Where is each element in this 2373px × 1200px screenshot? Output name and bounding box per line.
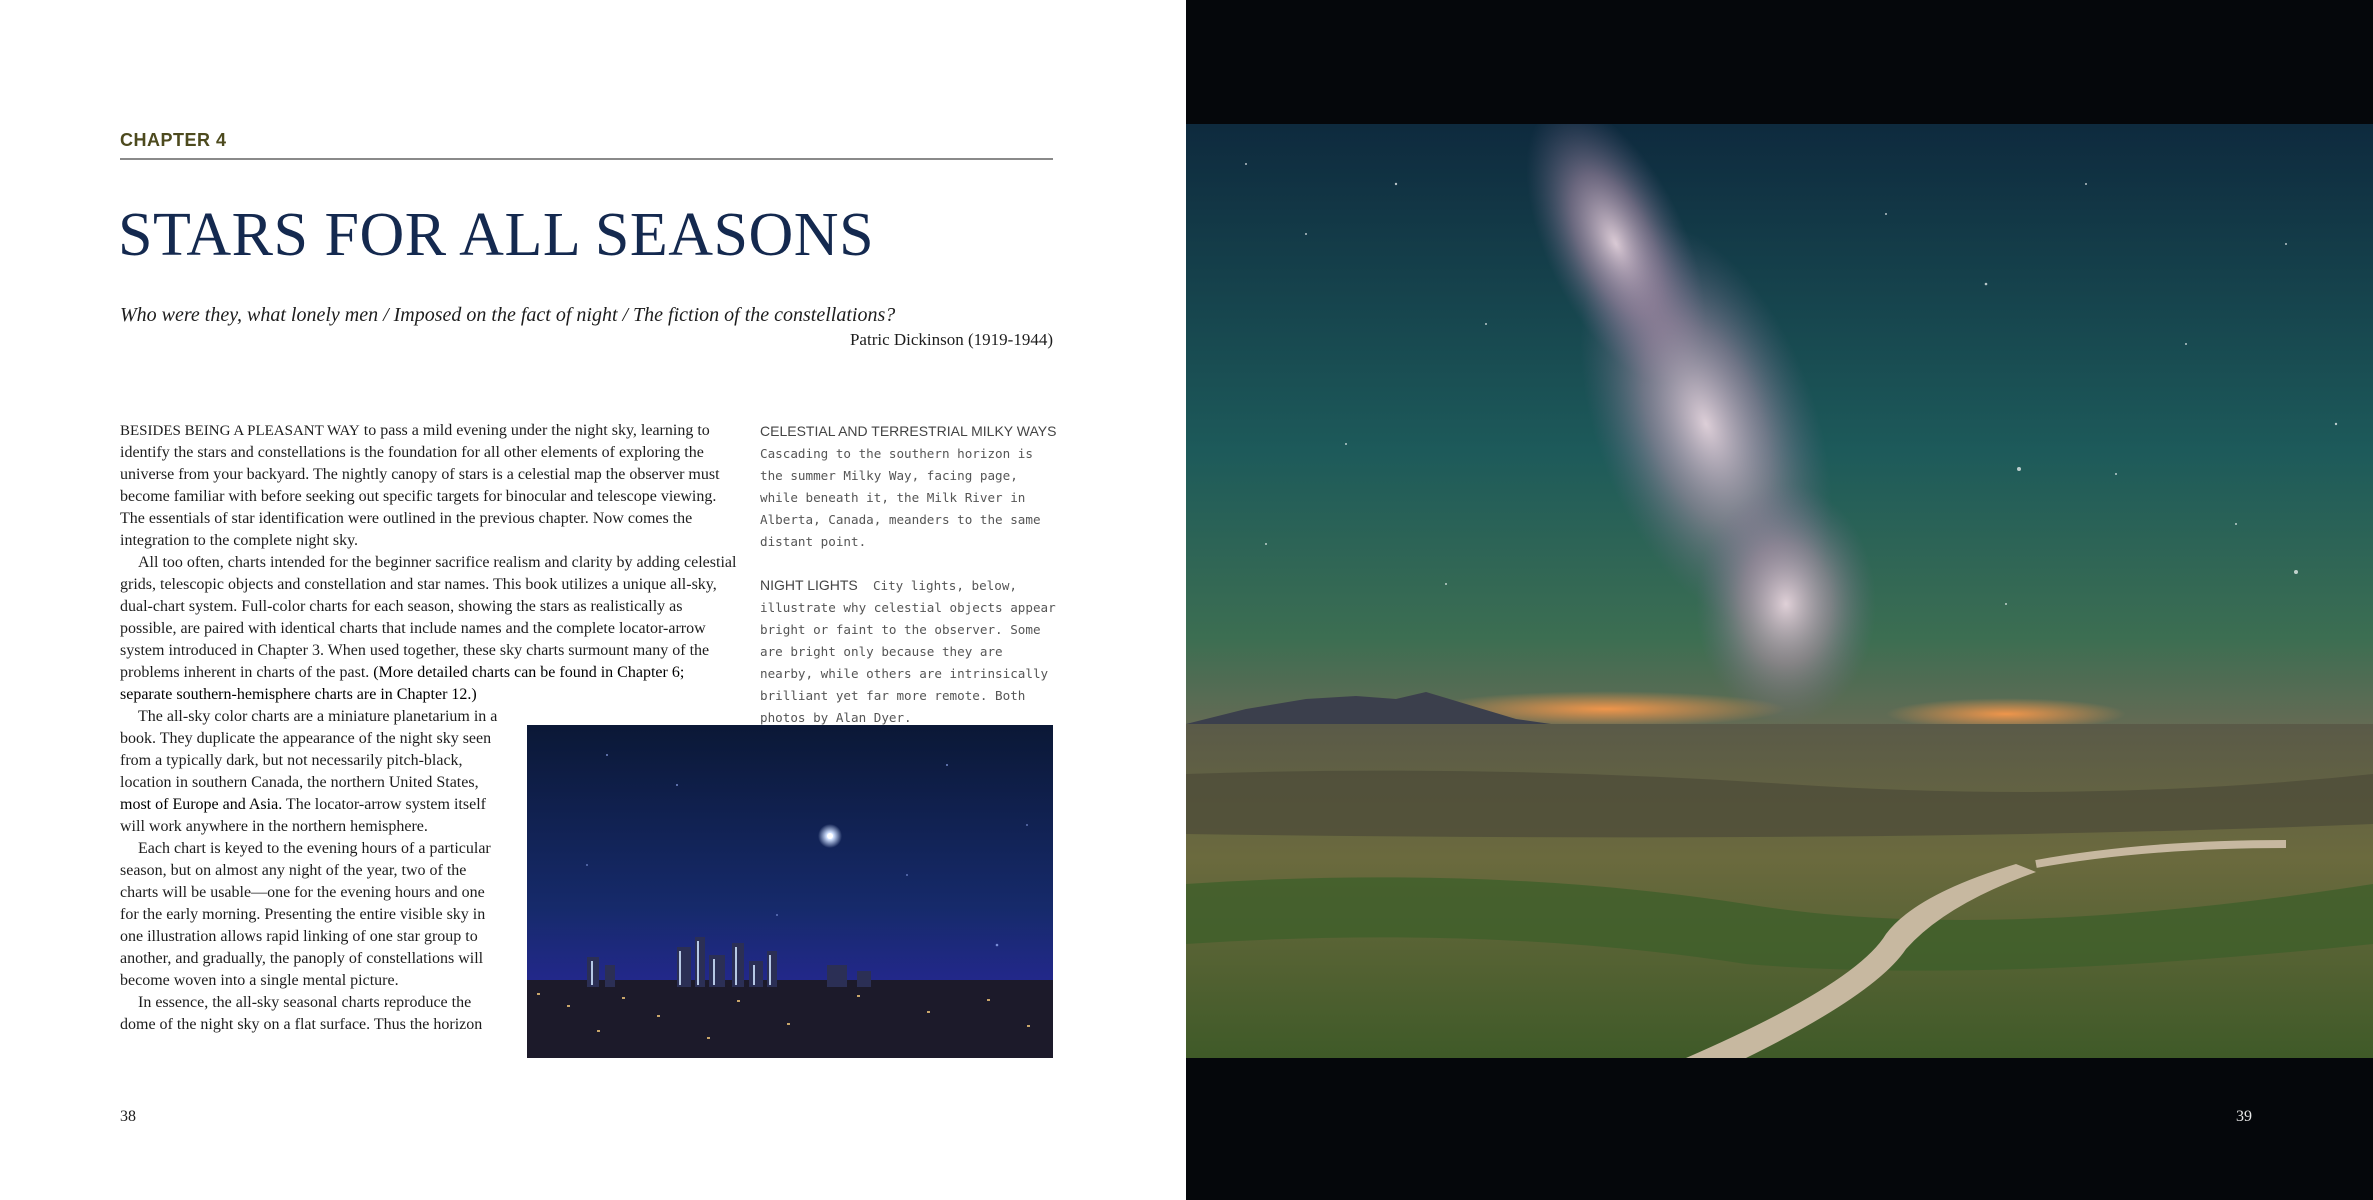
caption-night-lights (760, 574, 1060, 729)
paragraph-1 (120, 420, 737, 552)
left-page (0, 0, 1186, 1200)
chapter-rule (120, 158, 1053, 160)
paragraph-1-lead: BESIDES BEING A PLEASANT WAY (120, 423, 360, 439)
caption-milky-way (760, 420, 1060, 553)
page-number-left: 38 (120, 1108, 136, 1125)
milky-way-photo (1186, 124, 2373, 1058)
milky-way-landscape-illustration (1186, 124, 2373, 1058)
paragraph-2-text: All too often, charts intended for the beginner sacrifice realism and clarity by adding celestial grids, telescopic objects and constellation and star names. This book utilizes a unique all-sky, dual-chart system. Full-color charts for each season, showing the stars as realistically as possible, are paired with identical charts that include names and the complete locator-arrow system introduced in Chapter 3. When used together, these sky charts surmount many of the problems inherent in charts of the past. (120, 554, 737, 681)
right-page (1186, 0, 2373, 1200)
caption-milky-way-title: CELESTIAL AND TERRESTRIAL MILKY WAYS (760, 423, 1057, 439)
paragraph-3-text-a: The all-sky color charts are a miniature planetarium in a book. They duplicate the appearance of the night sky seen from a typically dark, but not necessarily pitch-black, location in southern Canada, the northern United States, (120, 708, 498, 791)
chapter-label: CHAPTER 4 (120, 130, 227, 150)
paragraph-1-rest: to pass a mild evening under the night sky, learning to identify the stars and constellations is the foundation for all other elements of exploring the universe from your backyard. The nightly canopy of stars is a celestial map the observer must become familiar with before seeking out specific targets for binocular and telescope viewing. The essentials of star identification were outlined in the previous chapter. Now comes the integration to the complete night sky. (120, 422, 720, 549)
paragraph-2 (120, 552, 737, 706)
page-number-right: 39 (2236, 1108, 2252, 1125)
city-lights-photo (527, 725, 1053, 1058)
caption-night-lights-text: City lights, below, illustrate why celestial objects appear bright or faint to the observer. Some are bright only because they are nearby, while others are intrinsically brilliant yet far more remote. Both photos by Alan Dyer. (760, 578, 1056, 725)
caption-milky-way-text: Cascading to the southern horizon is the summer Milky Way, facing page, while beneath it, the Milk River in Alberta, Canada, meanders to the same distant point. (760, 446, 1041, 549)
paragraph-3 (120, 706, 502, 838)
epigraph-quote: Who were they, what lonely men / Imposed on the fact of night / The fiction of the constellations? (120, 304, 896, 326)
paragraph-3-text-b: The locator-arrow system itself will work anywhere in the northern hemisphere. (120, 796, 486, 835)
epigraph-author: Patric Dickinson (1919-1944) (849, 330, 1053, 349)
paragraph-2-emphasis: (More detailed charts can be found in Chapter 6; separate southern-hemisphere charts are in Chapter 12.) (120, 664, 685, 703)
paragraph-5: In essence, the all-sky seasonal charts reproduce the dome of the night sky on a flat surface. Thus the horizon (120, 994, 483, 1033)
caption-night-lights-title: NIGHT LIGHTS (760, 577, 858, 593)
paragraph-3-emphasis: most of Europe and Asia. (120, 796, 283, 813)
paragraph-4: Each chart is keyed to the evening hours of a particular season, but on almost any night of the year, two of the charts will be usable—one for the evening hours and one for the early morning. Presenting the entire visible sky in one illustration allows rapid linking of one star group to another, and gradually, the panoply of constellations will become woven into a single mental picture. (120, 840, 491, 989)
page-title: STARS FOR ALL SEASONS (118, 201, 875, 269)
city-skyline-illustration (527, 725, 1053, 1058)
